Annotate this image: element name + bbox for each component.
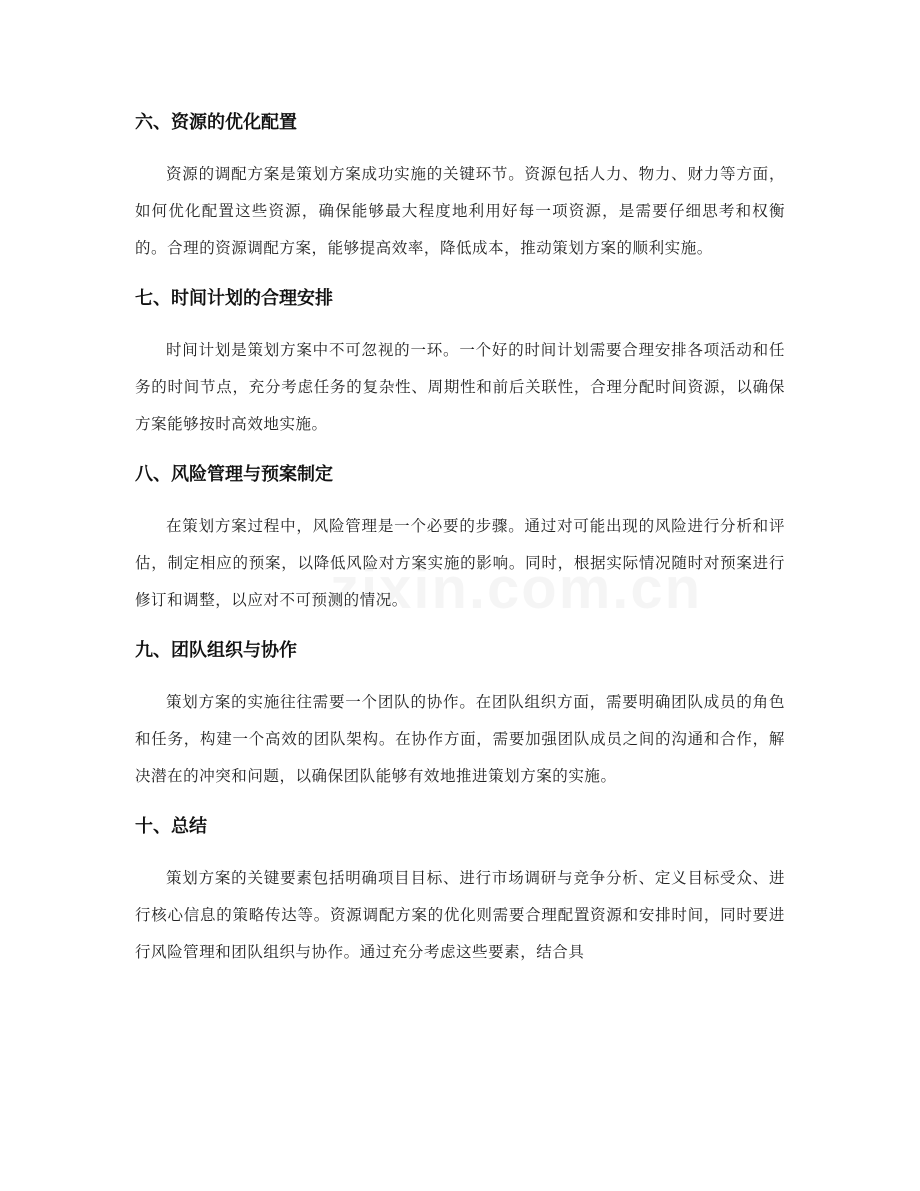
section-paragraph: 策划方案的实施往往需要一个团队的协作。在团队组织方面，需要明确团队成员的角色和任务，构建一个高效的团队架构。在协作方面，需要加强团队成员之间的沟通和合作，解决潜在的冲突和问题，以确保团队能够有效地推进策划方案的实施。 xyxy=(135,693,785,785)
section-heading: 九、团队组织与协作 xyxy=(135,640,297,661)
section-paragraph: 资源的调配方案是策划方案成功实施的关键环节。资源包括人力、物力、财力等方面，如何优化配置这些资源，确保能够最大程度地利用好每一项资源，是需要仔细思考和权衡的。合理的资源调配方案，能够提高效率，降低成本，推动策划方案的顺利实施。 xyxy=(135,165,785,257)
section-summary xyxy=(135,809,785,971)
section-resource-optimization xyxy=(135,105,785,267)
section-paragraph: 时间计划是策划方案中不可忽视的一环。一个好的时间计划需要合理安排各项活动和任务的时间节点，充分考虑任务的复杂性、周期性和前后关联性，合理分配时间资源，以确保方案能够按时高效地实施。 xyxy=(135,341,785,433)
document-body xyxy=(135,105,785,971)
section-heading: 十、总结 xyxy=(135,816,207,837)
section-heading: 六、资源的优化配置 xyxy=(135,112,297,133)
section-paragraph: 策划方案的关键要素包括明确项目目标、进行市场调研与竞争分析、定义目标受众、进行核心信息的策略传达等。资源调配方案的优化则需要合理配置资源和安排时间，同时要进行风险管理和团队组织与协作。通过充分考虑这些要素，结合具 xyxy=(135,869,785,961)
section-heading: 七、时间计划的合理安排 xyxy=(135,288,333,309)
section-time-planning xyxy=(135,281,785,443)
section-heading: 八、风险管理与预案制定 xyxy=(135,464,333,485)
section-risk-management xyxy=(135,457,785,619)
section-paragraph: 在策划方案过程中，风险管理是一个必要的步骤。通过对可能出现的风险进行分析和评估，制定相应的预案，以降低风险对方案实施的影响。同时，根据实际情况随时对预案进行修订和调整，以应对不可预测的情况。 xyxy=(135,517,785,609)
section-team-collaboration xyxy=(135,633,785,795)
